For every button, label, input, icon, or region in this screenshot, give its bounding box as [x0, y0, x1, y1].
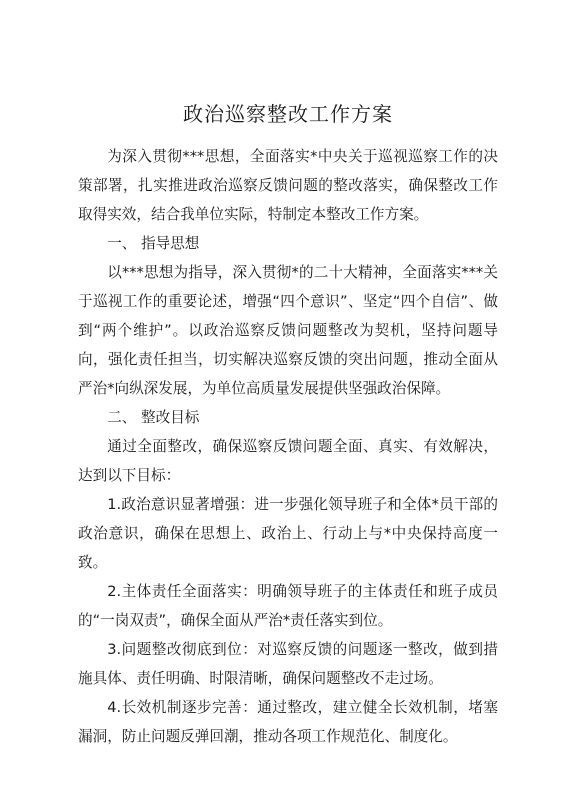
- document-title: 政治巡察整改工作方案: [183, 102, 393, 126]
- goal-item: 3.问题整改彻底到位：对巡察反馈的问题逐一整改，做到措施具体、责任明确、时限清晰，确保问题整改不走过场。: [78, 641, 498, 687]
- guiding-thought-paragraph: 以***思想为指导，深入贯彻*的二十大精神，全面落实***关于巡视工作的重要论述，增强“四个意识”、坚定“四个自信”、做到“两个维护”。以政治巡察反馈问题整改为契机，坚持问题导向，强化责任担当，切实解决巡察反馈的突出问题，推动全面从严治*向纵深发展，为单位高质量发展提供坚强政治保障。: [78, 264, 498, 397]
- goal-item: 1.政治意识显著增强：进一步强化领导班子和全体*员干部的政治意识，确保在思想上、政治上、行动上与*中央保持高度一致。: [78, 496, 498, 571]
- section-heading-goals: 二、 整改目标: [107, 409, 200, 426]
- document-page: [78, 100, 498, 751]
- section-heading-guiding-thought: 一、 指导思想: [107, 235, 200, 252]
- goal-item: 2.主体责任全面落实：明确领导班子的主体责任和班子成员的“一岗双责”，确保全面从严治*责任落实到位。: [78, 583, 498, 629]
- goals-intro-paragraph: 通过全面整改，确保巡察反馈问题全面、真实、有效解决，达到以下目标：: [78, 438, 498, 484]
- intro-paragraph: 为深入贯彻***思想，全面落实*中央关于巡视巡察工作的决策部署，扎实推进政治巡察反馈问题的整改落实，确保整改工作取得实效，结合我单位实际，特制定本整改工作方案。: [78, 148, 498, 223]
- goal-item: 4.长效机制逐步完善：通过整改，建立健全长效机制，堵塞漏洞，防止问题反弹回潮，推动各项工作规范化、制度化。: [78, 699, 498, 745]
